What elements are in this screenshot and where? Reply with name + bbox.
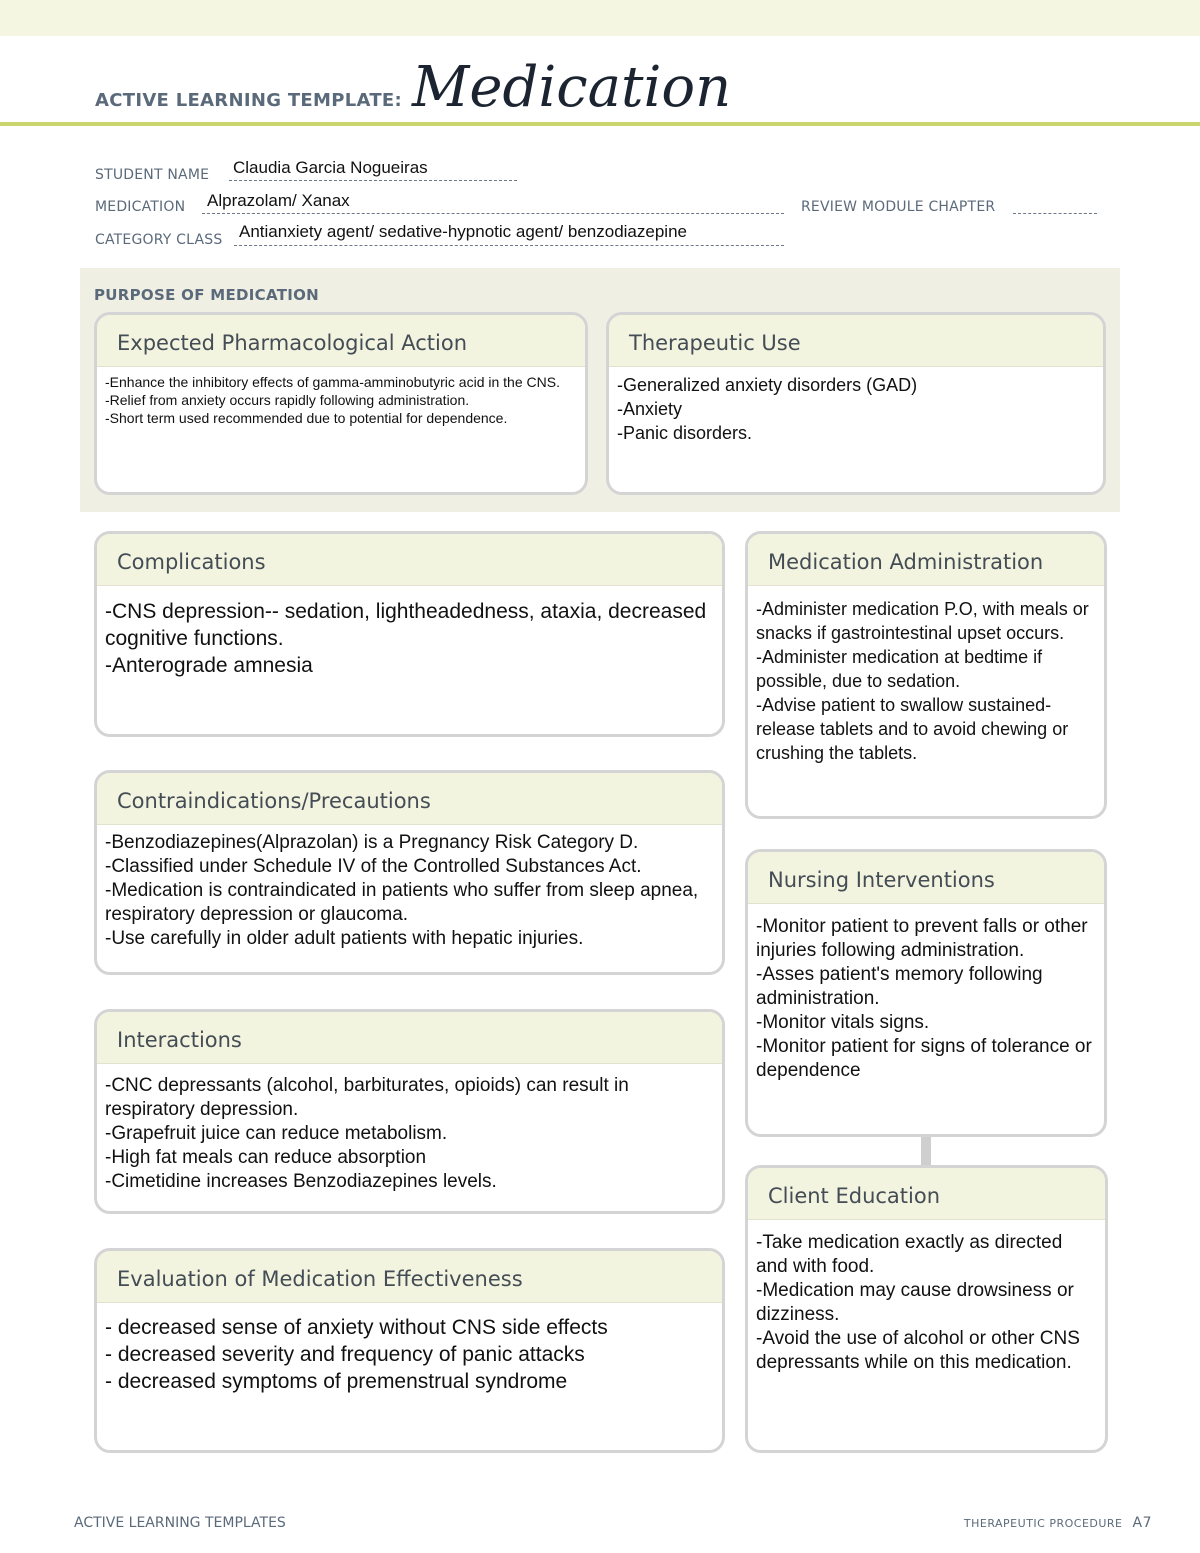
complications-box[interactable] xyxy=(94,531,725,737)
category-class-label: CATEGORY CLASS xyxy=(95,232,223,248)
evaluation-box[interactable] xyxy=(94,1248,725,1453)
category-class-line xyxy=(234,245,784,246)
footer-section: THERAPEUTIC PROCEDURE xyxy=(963,1517,1123,1530)
therapeutic-use-box[interactable] xyxy=(606,312,1106,495)
footer-left: ACTIVE LEARNING TEMPLATES xyxy=(74,1515,286,1531)
review-module-label: REVIEW MODULE CHAPTER xyxy=(801,199,996,215)
client-education-box[interactable] xyxy=(745,1165,1108,1453)
client-education-title: Client Education xyxy=(748,1168,1105,1220)
category-class-field[interactable]: Antianxiety agent/ sedative-hypnotic agent/ benzodiazepine xyxy=(239,222,687,241)
template-label: ACTIVE LEARNING TEMPLATE: xyxy=(95,90,402,111)
complications-title: Complications xyxy=(97,534,722,586)
medication-administration-title: Medication Administration xyxy=(748,534,1104,586)
nursing-interventions-title: Nursing Interventions xyxy=(748,852,1104,904)
interactions-text: -CNC depressants (alcohol, barbiturates, opioids) can result in respiratory depression. -Grapefruit juice can reduce metabolism. -High fat meals can reduce absorption -Cimetidine increases Benzodiazepines levels. xyxy=(105,1075,629,1192)
review-module-field[interactable] xyxy=(1013,213,1097,214)
contraindications-box[interactable] xyxy=(94,770,725,975)
interactions-box[interactable] xyxy=(94,1009,725,1214)
therapeutic-use-text: -Generalized anxiety disorders (GAD) -Anxiety -Panic disorders. xyxy=(617,375,918,443)
header-rule xyxy=(0,122,1200,126)
box-connector xyxy=(921,1137,931,1165)
student-name-line xyxy=(229,180,517,181)
student-name-field[interactable]: Claudia Garcia Nogueiras xyxy=(233,158,428,177)
page-title: Medication xyxy=(412,55,732,120)
nursing-interventions-box[interactable] xyxy=(745,849,1107,1137)
expected-action-title: Expected Pharmacological Action xyxy=(97,315,585,367)
page-header xyxy=(95,55,731,125)
medication-label: MEDICATION xyxy=(95,199,186,215)
interactions-title: Interactions xyxy=(97,1012,722,1064)
evaluation-title: Evaluation of Medication Effectiveness xyxy=(97,1251,722,1303)
medication-line xyxy=(202,213,784,214)
evaluation-text: - decreased sense of anxiety without CNS side effects - decreased severity and frequency of panic attacks - decreased symptoms of premenstrual syndrome xyxy=(105,1316,608,1393)
medication-administration-box[interactable] xyxy=(745,531,1107,819)
medication-administration-text: -Administer medication P.O, with meals or snacks if gastrointestinal upset occurs. -Administer medication at bedtime if possible, due to sedation. -Advise patient to swallow sustained-release tablets and to avoid chewing or crushing the tablets. xyxy=(756,599,1089,763)
medication-field[interactable]: Alprazolam/ Xanax xyxy=(207,191,350,210)
nursing-interventions-text: -Monitor patient to prevent falls or other injuries following administration. -Asses patient's memory following administration. -Monitor vitals signs. -Monitor patient for signs of tolerance or dependence xyxy=(756,916,1092,1081)
footer-right xyxy=(964,1515,1152,1531)
client-education-text: -Take medication exactly as directed and with food. -Medication may cause drowsiness or dizziness. -Avoid the use of alcohol or other CNS depressants while on this medication. xyxy=(756,1232,1080,1373)
expected-action-box[interactable] xyxy=(94,312,588,495)
student-name-label: STUDENT NAME xyxy=(95,167,210,183)
page-number: A7 xyxy=(1132,1515,1152,1531)
purpose-label: PURPOSE OF MEDICATION xyxy=(94,286,320,304)
contraindications-title: Contraindications/Precautions xyxy=(97,773,722,825)
therapeutic-use-title: Therapeutic Use xyxy=(609,315,1103,367)
complications-text: -CNS depression-- sedation, lightheadedness, ataxia, decreased cognitive functions. -Anterograde amnesia xyxy=(105,600,707,677)
top-band xyxy=(0,0,1200,36)
contraindications-text: -Benzodiazepines(Alprazolan) is a Pregnancy Risk Category D. -Classified under Schedule IV of the Controlled Substances Act. -Medication is contraindicated in patients who suffer from sleep apnea, respiratory depression or glaucoma. -Use carefully in older adult patients with hepatic injuries. xyxy=(105,832,699,949)
expected-action-text: -Enhance the inhibitory effects of gamma-amminobutyric acid in the CNS. -Relief from anxiety occurs rapidly following administration. -Short term used recommended due to potential for dependence. xyxy=(105,374,560,426)
